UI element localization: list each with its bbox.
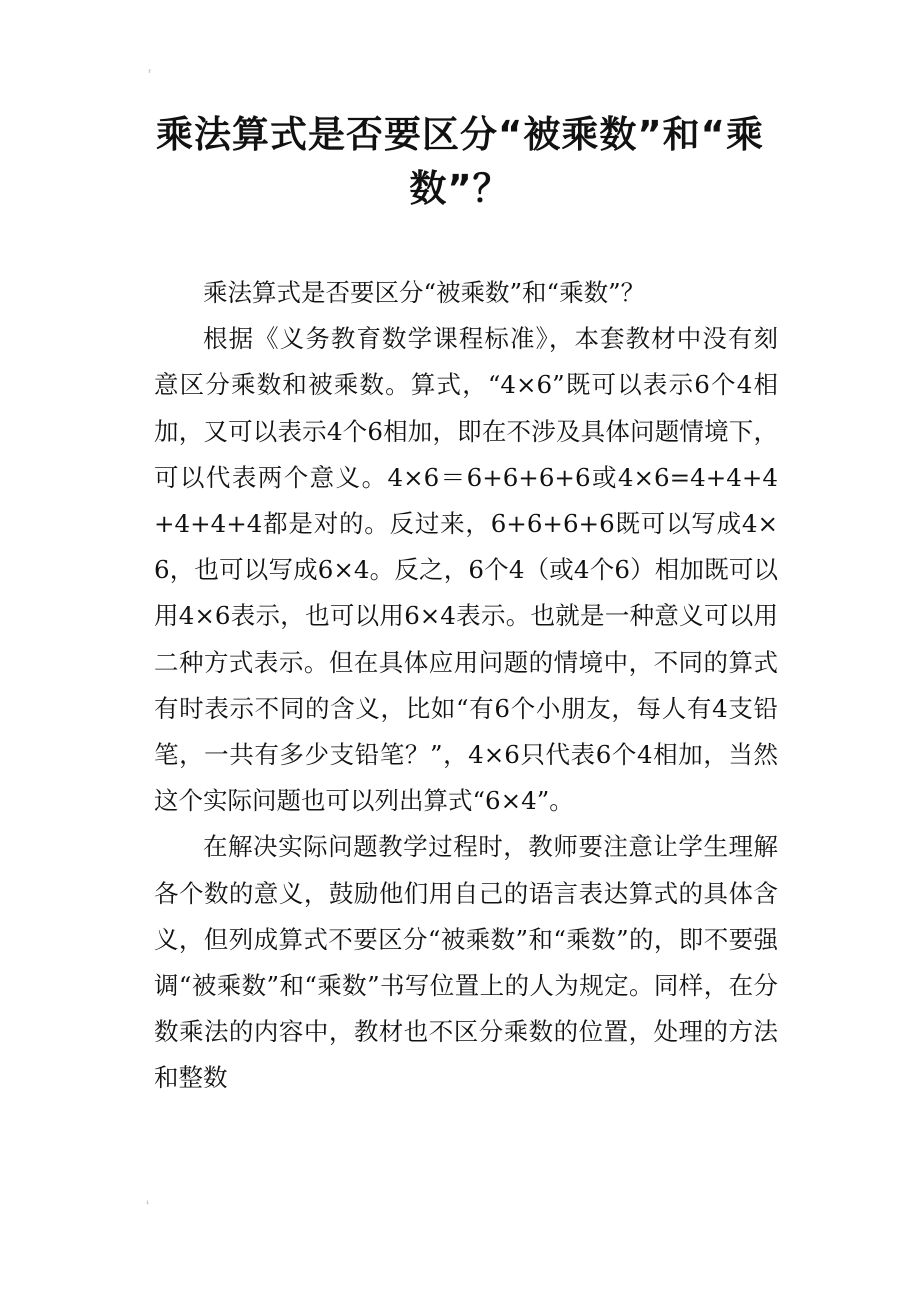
paragraph-question: 乘法算式是否要区分“被乘数”和“乘数”？ bbox=[203, 278, 646, 307]
corner-mark-top: ⸢ bbox=[148, 69, 152, 80]
document-body bbox=[154, 270, 778, 1102]
paragraph-curriculum: 根据《义务教育数学课程标准》，本套教材中没有刻意区分乘数和被乘数。算式，“4×6”既可以表示6个4相加，又可以表示4个6相加，即在不涉及具体问题情境下，可以代表两个意义。4×6＝6+6+6+6或4×6=4+4+4+4+4+4都是对的。反过来，6+6+6+6既可以写成4×6，也可以写成6×4。反之，6个4（或4个6）相加既可以用4×6表示，也可以用6×4表示。也就是一种意义可以用二种方式表示。但在具体应用问题的情境中，不同的算式有时表示不同的含义，比如“有6个小朋友，每人有4支铅笔，一共有多少支铅笔？”，4×6只代表6个4相加，当然这个实际问题也可以列出算式“6×4”。 bbox=[154, 324, 778, 816]
document-title: 乘法算式是否要区分“被乘数”和“乘数”？ bbox=[156, 113, 764, 210]
paragraph-teaching: 在解决实际问题教学过程时，教师要注意让学生理解各个数的意义，鼓励他们用自己的语言表达算式的具体含义，但列成算式不要区分“被乘数”和“乘数”的，即不要强调“被乘数”和“乘数”书写位置上的人为规定。同样，在分数乘法的内容中，教材也不区分乘数的位置，处理的方法和整数 bbox=[154, 832, 778, 1093]
corner-mark-bottom: ⸤ bbox=[146, 1195, 150, 1206]
